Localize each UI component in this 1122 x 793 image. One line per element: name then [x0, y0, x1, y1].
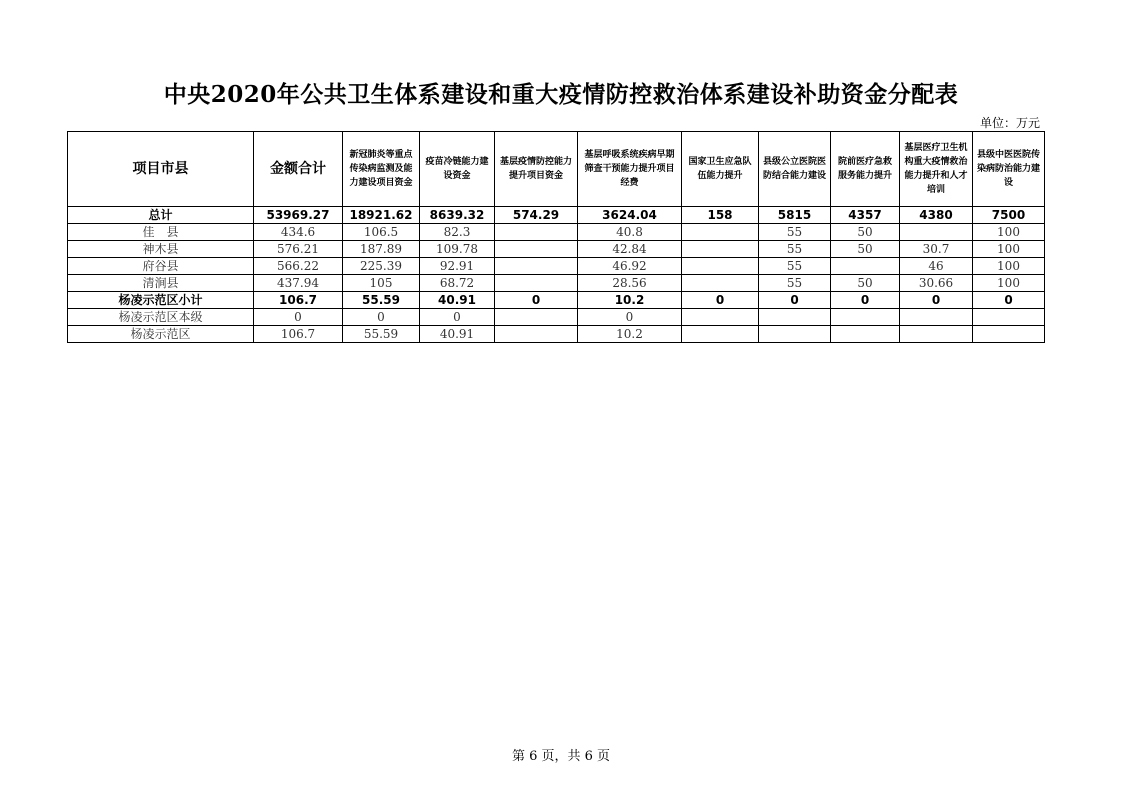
table-cell: 100 — [973, 275, 1045, 292]
unit-label: 单位：万元 — [979, 116, 1040, 130]
table-cell: 187.89 — [343, 241, 420, 258]
table-cell: 55.59 — [343, 292, 420, 309]
table-cell: 109.78 — [420, 241, 495, 258]
table-cell: 55 — [759, 275, 831, 292]
table-cell: 7500 — [973, 207, 1045, 224]
table-cell: 82.3 — [420, 224, 495, 241]
table-cell: 0 — [900, 292, 973, 309]
table-cell — [831, 258, 900, 275]
table-cell: 0 — [254, 309, 343, 326]
table-cell: 0 — [343, 309, 420, 326]
table-cell: 437.94 — [254, 275, 343, 292]
table-cell: 92.91 — [420, 258, 495, 275]
table-cell: 106.7 — [254, 326, 343, 343]
row-label-cell: 杨凌示范区小计 — [68, 292, 254, 309]
row-label-cell: 清涧县 — [68, 275, 254, 292]
row-label-cell: 总计 — [68, 207, 254, 224]
col-header-total: 金额合计 — [254, 132, 343, 207]
col-header-grassroots-treatment: 基层医疗卫生机构重大疫情救治能力提升和人才培训 — [900, 132, 973, 207]
table-cell — [495, 258, 578, 275]
table-cell — [682, 275, 759, 292]
table-cell — [759, 326, 831, 343]
table-cell: 574.29 — [495, 207, 578, 224]
table-cell — [973, 309, 1045, 326]
table-cell: 50 — [831, 241, 900, 258]
table-cell: 42.84 — [578, 241, 682, 258]
col-header-vaccine-cold-chain: 疫苗冷链能力建设资金 — [420, 132, 495, 207]
table-cell: 50 — [831, 275, 900, 292]
table-cell — [831, 309, 900, 326]
row-label-cell: 佳 县 — [68, 224, 254, 241]
table-cell: 40.8 — [578, 224, 682, 241]
col-header-tcm-hospital: 县级中医医院传染病防治能力建设 — [973, 132, 1045, 207]
table-row — [68, 309, 1045, 326]
table-cell: 55.59 — [343, 326, 420, 343]
table-header-row — [68, 132, 1045, 207]
table-cell: 8639.32 — [420, 207, 495, 224]
row-label-cell: 府谷县 — [68, 258, 254, 275]
col-header-emergency-team: 国家卫生应急队伍能力提升 — [682, 132, 759, 207]
table-cell — [495, 326, 578, 343]
table-cell — [973, 326, 1045, 343]
table-cell — [831, 326, 900, 343]
table-cell: 225.39 — [343, 258, 420, 275]
table-cell — [495, 309, 578, 326]
table-cell: 0 — [420, 309, 495, 326]
table-cell: 55 — [759, 258, 831, 275]
row-label-cell: 杨凌示范区 — [68, 326, 254, 343]
col-header-covid-monitoring: 新冠肺炎等重点传染病监测及能力建设项目资金 — [343, 132, 420, 207]
table-row — [68, 224, 1045, 241]
table-cell: 100 — [973, 241, 1045, 258]
table-cell — [682, 224, 759, 241]
table-row — [68, 275, 1045, 292]
table-cell — [900, 309, 973, 326]
table-cell: 18921.62 — [343, 207, 420, 224]
table-cell: 68.72 — [420, 275, 495, 292]
table-cell: 0 — [973, 292, 1045, 309]
col-header-respiratory-screening: 基层呼吸系统疾病早期筛查干预能力提升项目经费 — [578, 132, 682, 207]
table-cell: 3624.04 — [578, 207, 682, 224]
table-cell: 40.91 — [420, 292, 495, 309]
table-cell: 4380 — [900, 207, 973, 224]
row-label-cell: 杨凌示范区本级 — [68, 309, 254, 326]
col-header-county-hospital: 县级公立医院医防结合能力建设 — [759, 132, 831, 207]
table-cell — [682, 241, 759, 258]
table-cell — [900, 224, 973, 241]
table-cell: 100 — [973, 258, 1045, 275]
table-cell: 434.6 — [254, 224, 343, 241]
table-cell: 158 — [682, 207, 759, 224]
table-cell: 100 — [973, 224, 1045, 241]
table-cell: 105 — [343, 275, 420, 292]
table-cell: 28.56 — [578, 275, 682, 292]
col-header-grassroots-epidemic: 基层疫情防控能力提升项目资金 — [495, 132, 578, 207]
table-cell: 106.7 — [254, 292, 343, 309]
table-cell: 566.22 — [254, 258, 343, 275]
table-cell — [900, 326, 973, 343]
table-cell — [759, 309, 831, 326]
table-row — [68, 326, 1045, 343]
table-cell — [682, 309, 759, 326]
table-cell: 0 — [578, 309, 682, 326]
table-cell: 0 — [682, 292, 759, 309]
allocation-table — [67, 131, 1045, 343]
table-cell: 106.5 — [343, 224, 420, 241]
row-label-cell: 神木县 — [68, 241, 254, 258]
table-cell: 55 — [759, 224, 831, 241]
table-cell: 0 — [495, 292, 578, 309]
table-cell: 53969.27 — [254, 207, 343, 224]
table-cell — [495, 275, 578, 292]
table-cell — [682, 258, 759, 275]
table-cell: 55 — [759, 241, 831, 258]
table-cell: 46.92 — [578, 258, 682, 275]
col-header-prehospital: 院前医疗急救服务能力提升 — [831, 132, 900, 207]
table-cell: 0 — [831, 292, 900, 309]
table-row — [68, 258, 1045, 275]
table-cell — [495, 224, 578, 241]
table-cell: 10.2 — [578, 326, 682, 343]
table-cell: 0 — [759, 292, 831, 309]
table-cell: 5815 — [759, 207, 831, 224]
col-header-region: 项目市县 — [68, 132, 254, 207]
table-cell: 40.91 — [420, 326, 495, 343]
table-cell: 46 — [900, 258, 973, 275]
table-row — [68, 241, 1045, 258]
page-footer: 第 6 页，共 6 页 — [511, 749, 611, 764]
table-cell: 50 — [831, 224, 900, 241]
table-cell: 30.7 — [900, 241, 973, 258]
table-cell: 576.21 — [254, 241, 343, 258]
table-cell: 4357 — [831, 207, 900, 224]
table-cell: 30.66 — [900, 275, 973, 292]
page-title: 中央2020年公共卫生体系建设和重大疫情防控救治体系建设补助资金分配表 — [163, 81, 959, 108]
table-cell — [495, 241, 578, 258]
table-cell: 10.2 — [578, 292, 682, 309]
table-row — [68, 207, 1045, 224]
table-cell — [682, 326, 759, 343]
table-row — [68, 292, 1045, 309]
